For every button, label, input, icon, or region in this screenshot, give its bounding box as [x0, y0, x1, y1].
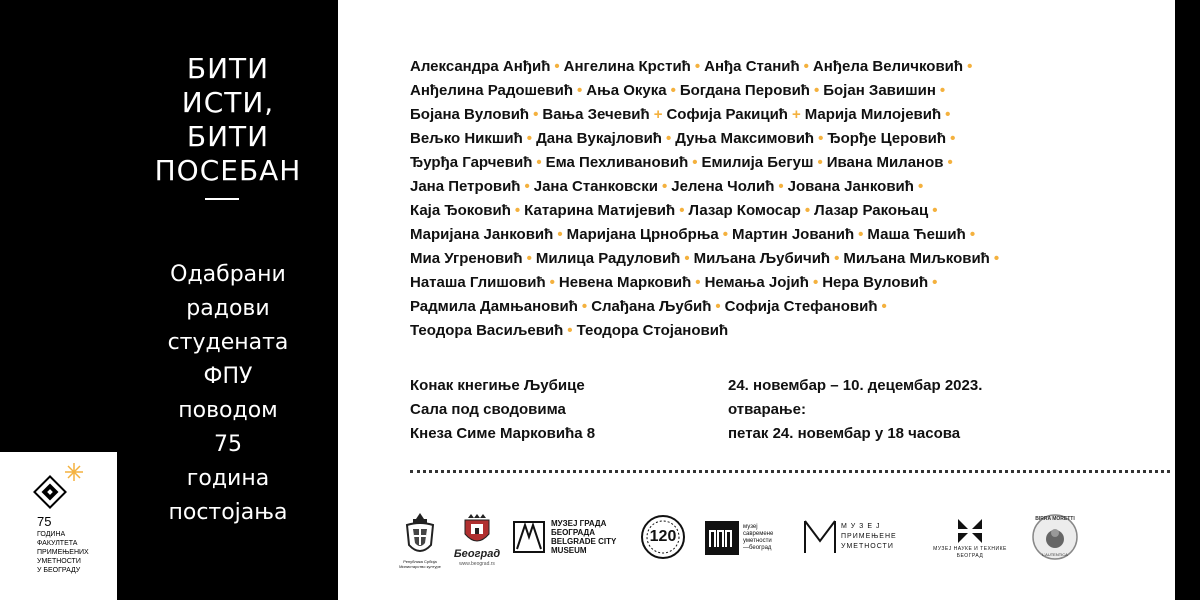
badge-line: ФАКУЛТЕТА	[37, 540, 78, 547]
sponsor-applied-art	[803, 515, 913, 559]
date-line: 24. новембар – 10. децембар 2023.	[728, 377, 983, 394]
subtitle-line: радови	[186, 296, 270, 321]
name-separator: •	[554, 58, 560, 75]
participant-name: Дана Вукајловић	[536, 130, 662, 147]
belgrade-coat-of-arms-icon	[462, 512, 492, 548]
badge-line: ГОДИНА	[37, 531, 66, 538]
science-museum-line: БЕОГРАД	[956, 553, 984, 559]
participant-name: Маријана Црнобрња	[566, 226, 719, 243]
title-line: БИТИ	[186, 52, 270, 85]
participant-name: Радмила Дамњановић	[410, 298, 578, 315]
name-separator: •	[932, 202, 938, 219]
name-separator: •	[932, 274, 938, 291]
anniversary-number: 120	[649, 528, 677, 545]
name-separator: •	[917, 178, 924, 195]
participant-name: Теодора Васиљевић	[410, 322, 564, 339]
title-line: ИСТИ,	[181, 86, 275, 119]
name-separator: •	[665, 130, 672, 147]
beograd-url: www.beograd.rs	[459, 560, 495, 567]
subtitle-line: Одабрани	[170, 262, 286, 287]
name-separator: •	[692, 154, 698, 171]
name-separator: •	[670, 82, 676, 99]
participant-name: Ђурђа Гарчевић	[410, 154, 533, 171]
name-separator: •	[803, 58, 809, 75]
badge-line: ПРИМЕЊЕНИХ	[37, 549, 89, 556]
participant-name: Катарина Матијевић	[524, 202, 676, 219]
name-separator: •	[834, 250, 840, 267]
name-separator: •	[858, 226, 864, 243]
applied-art-line: УМЕТНОСТИ	[841, 543, 894, 550]
participant-name: Лазар Ракоњац	[814, 202, 929, 219]
name-separator: •	[557, 226, 563, 243]
name-separator: •	[514, 202, 521, 219]
birra-moretti-tagline: L'AUTENTICA	[1042, 552, 1068, 557]
participant-name: Анђела Величковић	[812, 58, 964, 75]
name-separator: •	[526, 130, 533, 147]
name-separator: •	[524, 178, 530, 195]
participants-row	[410, 175, 1170, 199]
participant-name: Вељко Никшић	[410, 130, 523, 147]
participant-name: Јана Станковски	[533, 178, 658, 195]
msu-line: уметности	[743, 538, 772, 544]
right-black-strip	[1175, 0, 1200, 600]
name-separator: •	[947, 154, 953, 171]
participant-name: Јелена Чолић	[671, 178, 775, 195]
participants-list	[410, 55, 1170, 343]
participant-name: Маша Ћешић	[867, 226, 966, 243]
participant-name: Анђа Станић	[704, 58, 800, 75]
participant-name: Бојан Завишин	[823, 82, 936, 99]
city-museum-text	[551, 519, 616, 555]
venue-line: Конак кнегиње Љубице	[410, 377, 585, 394]
participant-name: Анђелина Радошевић	[410, 82, 574, 99]
city-museum-line: МУЗЕЈ ГРАДА	[551, 519, 607, 528]
name-separator: •	[993, 250, 1000, 267]
participant-name: Миа Угреновић	[410, 250, 523, 267]
participant-name: Слађана Љубић	[591, 298, 712, 315]
sponsor-birra-moretti	[1030, 512, 1080, 562]
venue-line: Сала под сводовима	[410, 401, 566, 418]
msu-line: —београд	[743, 545, 772, 551]
city-museum-logo-icon	[513, 521, 545, 553]
participants-row	[410, 103, 1170, 127]
name-separator: •	[818, 130, 824, 147]
msu-logo-icon	[705, 521, 739, 555]
name-separator: •	[526, 250, 532, 267]
date-line: петак 24. новембар у 18 часова	[728, 425, 961, 442]
participants-row	[410, 55, 1170, 79]
title-line: БИТИ	[186, 120, 270, 153]
name-separator: •	[945, 106, 951, 123]
name-separator: •	[804, 202, 811, 219]
applied-art-text	[841, 522, 897, 552]
participant-name: Миљана Миљковић	[843, 250, 990, 267]
title-line: ПОСЕБАН	[154, 154, 302, 187]
name-separator: •	[722, 226, 729, 243]
science-museum-text	[933, 546, 1007, 560]
name-separator: •	[533, 106, 539, 123]
participant-name: Софија Стефановић	[724, 298, 878, 315]
name-separator: •	[715, 298, 721, 315]
participant-name: Марија Милојевић	[804, 106, 942, 123]
sponsor-beograd	[452, 505, 502, 575]
name-separator: +	[791, 106, 801, 123]
participants-row	[410, 223, 1170, 247]
participants-row	[410, 79, 1170, 103]
msu-line: савремене	[743, 531, 774, 537]
name-separator: •	[813, 82, 820, 99]
city-museum-line: MUSEUM	[551, 546, 587, 555]
birra-moretti-name: BIRRA MORETTI	[1035, 516, 1075, 522]
date-info	[728, 374, 982, 446]
venue-line: Кнеза Симе Марковића 8	[410, 425, 596, 442]
subtitle-line: 75	[214, 432, 242, 457]
participant-name: Немања Јојић	[704, 274, 809, 291]
name-separator: •	[778, 178, 784, 195]
subtitle-line: студената	[167, 330, 289, 355]
badge-line: У БЕОГРАДУ	[37, 567, 81, 574]
city-museum-line: BELGRADE CITY	[551, 537, 617, 546]
applied-art-line: ПРИМЕЊЕНЕ	[841, 533, 897, 540]
participants-row	[410, 127, 1170, 151]
name-separator: •	[939, 82, 946, 99]
subtitle-line: година	[186, 466, 270, 491]
participant-name: Ања Окука	[586, 82, 667, 99]
participants-row	[410, 199, 1170, 223]
name-separator: +	[653, 106, 663, 123]
name-separator: •	[695, 274, 701, 291]
subtitle-line: постојања	[168, 500, 288, 525]
participants-row	[410, 295, 1170, 319]
badge-number: 75	[37, 514, 52, 529]
sponsor-anniversary-120	[640, 514, 686, 560]
dotted-divider	[410, 470, 1170, 473]
name-separator: •	[881, 298, 887, 315]
participant-name: Наташа Глишовић	[410, 274, 546, 291]
participant-name: Софија Ракицић	[666, 106, 788, 123]
participant-name: Богдана Перовић	[679, 82, 810, 99]
sponsor-science-museum	[920, 510, 1020, 566]
anniversary-badge	[0, 452, 117, 600]
name-separator: •	[684, 250, 690, 267]
participants-row	[410, 319, 1170, 343]
name-separator: •	[679, 202, 685, 219]
participant-name: Нера Вуловић	[822, 274, 929, 291]
subtitle-line: поводом	[178, 398, 278, 423]
name-separator: •	[567, 322, 573, 339]
participant-name: Александра Анђић	[410, 58, 551, 75]
participant-name: Маријана Јанковић	[410, 226, 554, 243]
participant-name: Теодора Стојановић	[576, 322, 729, 339]
date-line: отварање:	[728, 401, 806, 418]
badge-line: УМЕТНОСТИ	[37, 558, 81, 565]
participants-row	[410, 247, 1170, 271]
name-separator: •	[549, 274, 555, 291]
msu-line: музеј	[743, 524, 758, 530]
name-separator: •	[812, 274, 819, 291]
participant-name: Бојана Вуловић	[410, 106, 530, 123]
participant-name: Ђорђе Церовић	[827, 130, 947, 147]
name-separator: •	[950, 130, 956, 147]
name-separator: •	[581, 298, 588, 315]
serbia-caption: Република Србија Министарство културе	[399, 559, 441, 569]
beograd-name: Београд	[453, 547, 501, 560]
subtitle-line: ФПУ	[203, 364, 253, 389]
exhibition-title	[118, 52, 338, 188]
participant-name: Лазар Комосар	[688, 202, 801, 219]
name-separator: •	[967, 58, 973, 75]
sponsor-serbia	[395, 505, 445, 575]
participant-name: Милица Радуловић	[535, 250, 681, 267]
title-dash-divider	[205, 198, 239, 200]
science-technology-museum-logo-icon	[955, 516, 985, 546]
name-separator: •	[969, 226, 976, 243]
participants-row	[410, 151, 1170, 175]
participant-name: Невена Марковић	[558, 274, 692, 291]
participant-name: Дуња Максимовић	[675, 130, 815, 147]
participant-name: Каја Ђоковић	[410, 202, 511, 219]
participant-name: Ивана Миланов	[826, 154, 944, 171]
sponsor-city-museum	[513, 515, 633, 559]
city-museum-line: БЕОГРАДА	[551, 528, 596, 537]
serbia-coat-of-arms-icon	[403, 511, 437, 559]
participants-row	[410, 271, 1170, 295]
exhibition-subtitle	[118, 258, 338, 530]
applied-art-museum-logo-icon	[803, 517, 837, 557]
name-separator: •	[694, 58, 701, 75]
participant-name: Ангелина Крстић	[563, 58, 691, 75]
badge-text	[37, 530, 89, 575]
name-separator: •	[536, 154, 542, 171]
name-separator: •	[577, 82, 583, 99]
participant-name: Вања Зечевић	[542, 106, 650, 123]
name-separator: •	[661, 178, 668, 195]
sponsor-msu	[705, 518, 795, 558]
participant-name: Ема Пехливановић	[545, 154, 689, 171]
participant-name: Јана Петровић	[410, 178, 521, 195]
science-museum-line: МУЗЕЈ НАУКЕ И ТЕХНИКЕ	[933, 546, 1007, 552]
venue-info	[410, 374, 595, 446]
applied-art-line: М У З Е Ј	[841, 523, 881, 530]
participant-name: Мартин Јованић	[732, 226, 855, 243]
participant-name: Јована Јанковић	[787, 178, 914, 195]
msu-text	[743, 524, 773, 552]
participant-name: Емилија Бегуш	[701, 154, 814, 171]
participant-name: Миљана Љубичић	[693, 250, 831, 267]
faculty-ornament-icon	[0, 452, 120, 512]
name-separator: •	[817, 154, 823, 171]
